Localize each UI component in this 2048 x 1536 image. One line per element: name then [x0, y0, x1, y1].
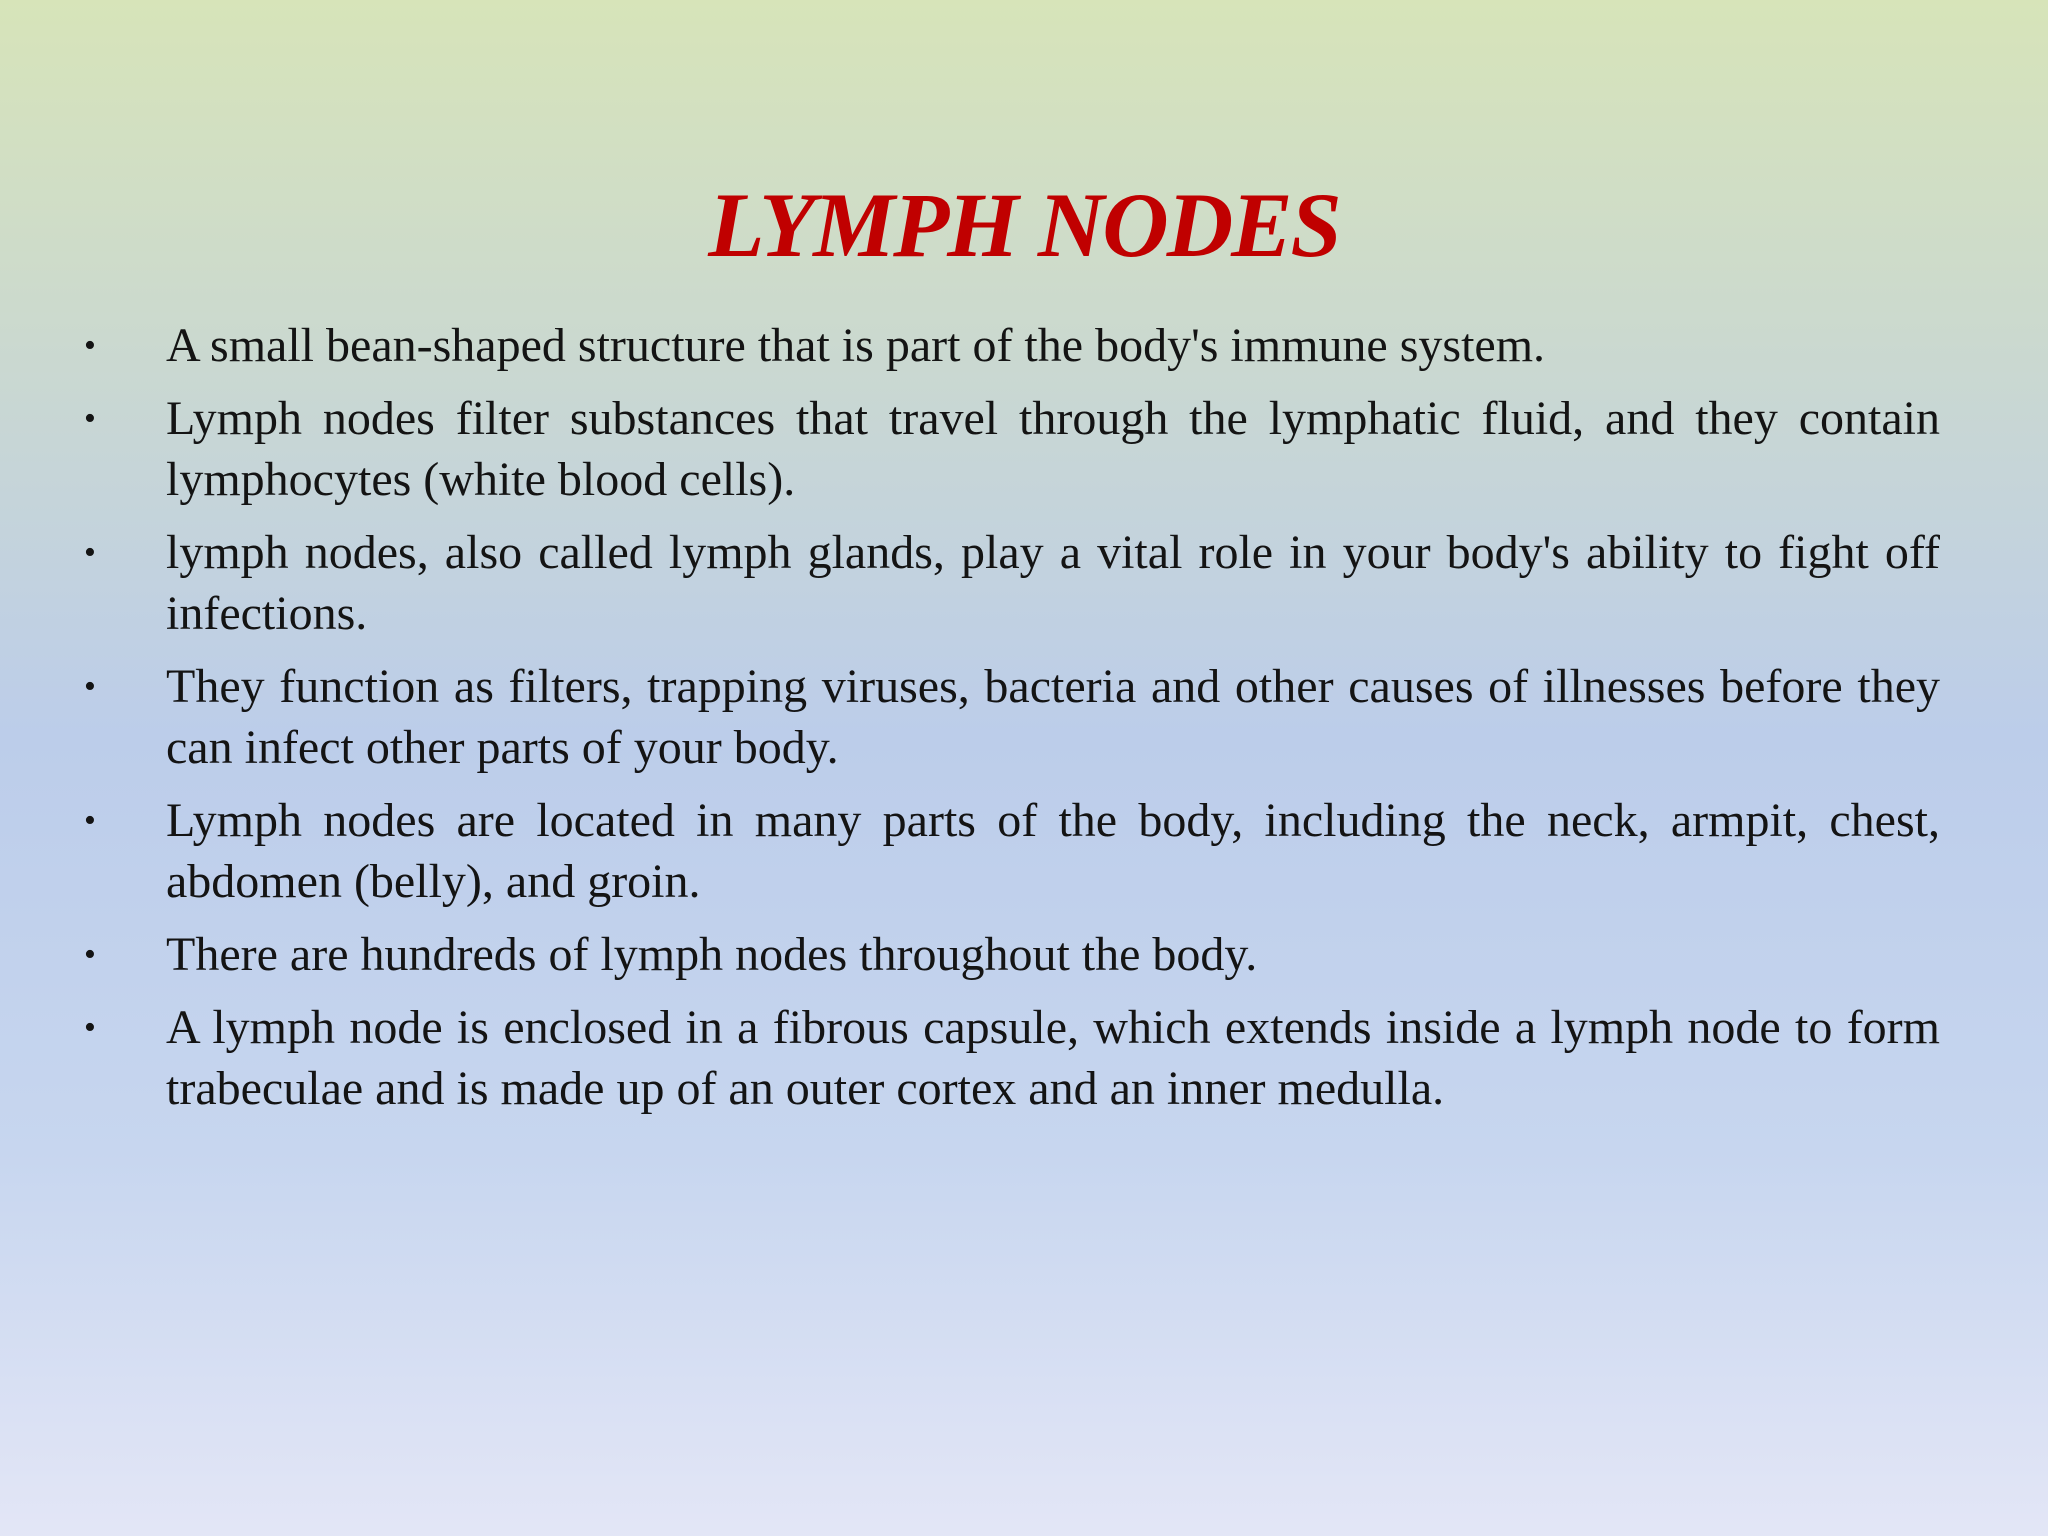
- slide-title: LYMPH NODES: [708, 173, 1340, 276]
- bullet-text: Lymph nodes are located in many parts of the body, including the neck, armpit, chest, abdomen (belly), and groin.: [166, 794, 1940, 908]
- bullet-text: lymph nodes, also called lymph glands, play a vital role in your body's ability to fight off infections.: [166, 526, 1940, 640]
- bullet-dot: •: [84, 1009, 96, 1046]
- bullet-text: A lymph node is enclosed in a fibrous capsule, which extends inside a lymph node to form trabeculae and is made up of an outer cortex and an inner medulla.: [166, 1001, 1940, 1115]
- bullet-item: [0, 522, 2048, 644]
- bullet-text: They function as filters, trapping viruses, bacteria and other causes of illnesses before they can infect other parts of your body.: [166, 660, 1940, 774]
- bullet-text: There are hundreds of lymph nodes throughout the body.: [166, 928, 1258, 981]
- bullet-dot: •: [84, 400, 96, 437]
- bullet-item: [0, 388, 2048, 510]
- bullet-dot: •: [84, 936, 96, 973]
- bullet-item: [0, 997, 2048, 1119]
- bullet-dot: •: [84, 802, 96, 839]
- bullet-item: [0, 656, 2048, 778]
- bullet-item: [0, 924, 2048, 985]
- bullet-list: [0, 315, 2048, 1131]
- bullet-dot: •: [84, 327, 96, 364]
- bullet-text: A small bean-shaped structure that is part of the body's immune system.: [166, 319, 1546, 372]
- bullet-item: [0, 790, 2048, 912]
- bullet-dot: •: [84, 534, 96, 571]
- bullet-item: [0, 315, 2048, 376]
- bullet-dot: •: [84, 668, 96, 705]
- bullet-text: Lymph nodes filter substances that travel through the lymphatic fluid, and they contain lymphocytes (white blood cells).: [166, 392, 1940, 506]
